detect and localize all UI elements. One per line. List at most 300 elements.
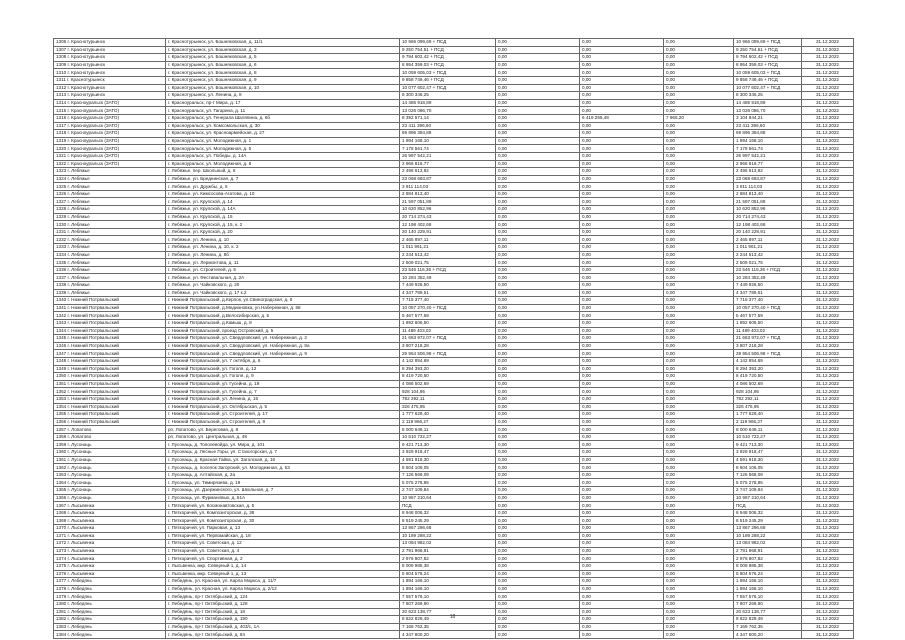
row-number: 1314: [56, 100, 67, 106]
row-deadline: 31.12.2022: [802, 206, 854, 214]
table-row: [54, 160, 854, 168]
row-total-cost: 8 009 985,38: [400, 562, 496, 570]
table-row: [54, 479, 854, 487]
row-federal-funds: 0,00: [496, 373, 580, 381]
row-number: 1340: [56, 297, 67, 303]
row-regional-funds: 0,00: [580, 388, 664, 396]
row-number: 1337: [56, 274, 67, 280]
row-city: г. Лусонаць: [67, 487, 92, 493]
row-number: 1374: [56, 555, 67, 561]
row-local-funds: 0,00: [664, 168, 734, 176]
row-owner-funds: 8 000 649,11: [734, 426, 802, 434]
row-total-cost: 20 140 229,91: [400, 228, 496, 236]
row-address: г. Нижний Потрвальский, д.Медиановка, ул.Набережная, д. 68: [166, 304, 400, 312]
row-number: 1369: [56, 517, 67, 523]
row-city: г. Лебедянь: [67, 616, 92, 622]
row-regional-funds: 0,00: [580, 198, 664, 206]
row-regional-funds: 0,00: [580, 183, 664, 191]
table-row: [54, 418, 854, 426]
row-federal-funds: 0,00: [496, 380, 580, 388]
row-number: 1325: [56, 183, 67, 189]
table-row: [54, 464, 854, 472]
table-row: [54, 282, 854, 290]
row-regional-funds: 0,00: [580, 289, 664, 297]
row-city: г. Нижний Потрвальский: [67, 297, 119, 303]
row-address: г. Лебедянь, ул. Красная, ул. Карла Маркса, д. 11/7: [166, 578, 400, 586]
row-local-funds: 0,00: [664, 373, 734, 381]
row-address: г. Лебяжье, ул. Кимсосова-Агатова, д. 10: [166, 190, 400, 198]
row-number: 1319: [56, 138, 67, 144]
row-number: 1306: [56, 39, 67, 45]
row-local-funds: 0,00: [664, 251, 734, 259]
row-owner-funds: 3 911 114,03: [734, 183, 802, 191]
row-owner-funds: 7 449 926,50: [734, 282, 802, 290]
row-number: 1341: [56, 305, 67, 311]
row-regional-funds: 0,00: [580, 39, 664, 47]
row-federal-funds: 0,00: [496, 228, 580, 236]
row-number: 1363: [56, 472, 67, 478]
row-deadline: 31.12.2022: [802, 228, 854, 236]
row-local-funds: 0,00: [664, 525, 734, 533]
row-number-city: [54, 456, 166, 464]
row-regional-funds: 0,00: [580, 494, 664, 502]
row-deadline: 31.12.2022: [802, 213, 854, 221]
row-regional-funds: 0,00: [580, 395, 664, 403]
row-regional-funds: 0,00: [580, 555, 664, 563]
row-address: г. Лебяжье, ул. Бреднинская, д. 7: [166, 175, 400, 183]
row-address: г. Лусонаць, ул. Дзержинского, ул. Школьная, д. 7: [166, 487, 400, 495]
row-local-funds: 0,00: [664, 441, 734, 449]
row-owner-funds: 10 284 352,49: [734, 274, 802, 282]
row-city: г. Лусонаць: [67, 472, 92, 478]
table-row: [54, 221, 854, 229]
row-number-city: [54, 175, 166, 183]
row-local-funds: 0,00: [664, 335, 734, 343]
row-total-cost: 23 411 396,60: [400, 122, 496, 130]
row-city: г. Лебяжье: [67, 175, 90, 181]
row-total-cost: 10 284 352,49: [400, 274, 496, 282]
row-city: г. Краснотурьинск: [67, 39, 106, 45]
row-number-city: [54, 494, 166, 502]
row-local-funds: 0,00: [664, 206, 734, 214]
row-regional-funds: 0,00: [580, 585, 664, 593]
row-city: г. Лысьвенка: [67, 502, 95, 508]
row-number-city: [54, 388, 166, 396]
row-number: 1370: [56, 525, 67, 531]
row-number-city: [54, 145, 166, 153]
row-city: г. Красноуральск (ЗАТО): [67, 160, 120, 166]
row-number: 1347: [56, 350, 67, 356]
row-federal-funds: 0,00: [496, 593, 580, 601]
table-row: [54, 99, 854, 107]
row-owner-funds: 4 347 789,51: [734, 289, 802, 297]
row-total-cost: 4 142 854,69: [400, 357, 496, 365]
row-total-cost: 928 104,95: [400, 388, 496, 396]
row-regional-funds: 0,00: [580, 213, 664, 221]
row-federal-funds: 0,00: [496, 426, 580, 434]
row-address: г. Нижний Потрвальский, ул. Гоголя, д. 9: [166, 373, 400, 381]
row-owner-funds: ПСД: [734, 502, 802, 510]
row-owner-funds: 11 489 403,02: [734, 327, 802, 335]
row-city: г. Лысьвенка: [67, 548, 95, 554]
row-deadline: 31.12.2022: [802, 509, 854, 517]
table-row: [54, 198, 854, 206]
row-federal-funds: 0,00: [496, 547, 580, 555]
row-total-cost: 1 894 166,10: [400, 578, 496, 586]
row-deadline: 31.12.2022: [802, 39, 854, 47]
row-federal-funds: 0,00: [496, 335, 580, 343]
table-row: [54, 403, 854, 411]
row-local-funds: 0,00: [664, 213, 734, 221]
row-address: г. Красноуральск, ул. Генерала Шаляпина, д. 6б: [166, 114, 400, 122]
table-row: [54, 251, 854, 259]
row-total-cost: 11 489 403,02: [400, 327, 496, 335]
table-row: [54, 114, 854, 122]
row-federal-funds: 0,00: [496, 251, 580, 259]
row-deadline: 31.12.2022: [802, 623, 854, 631]
row-local-funds: 0,00: [664, 282, 734, 290]
row-regional-funds: 0,00: [580, 99, 664, 107]
row-local-funds: 0,00: [664, 471, 734, 479]
row-deadline: 31.12.2022: [802, 327, 854, 335]
row-deadline: 31.12.2022: [802, 532, 854, 540]
row-regional-funds: 0,00: [580, 562, 664, 570]
row-deadline: 31.12.2022: [802, 297, 854, 305]
row-local-funds: 0,00: [664, 76, 734, 84]
row-regional-funds: 0,00: [580, 259, 664, 267]
row-regional-funds: 0,00: [580, 600, 664, 608]
row-number-city: [54, 631, 166, 639]
row-number: 1335: [56, 259, 67, 265]
row-owner-funds: 10 077 602,47 + ПСД: [734, 84, 802, 92]
row-number: 1368: [56, 510, 67, 516]
row-number-city: [54, 365, 166, 373]
row-deadline: 31.12.2022: [802, 464, 854, 472]
row-federal-funds: 0,00: [496, 608, 580, 616]
row-number: 1352: [56, 388, 67, 394]
row-local-funds: 0,00: [664, 289, 734, 297]
row-number-city: [54, 39, 166, 47]
row-address: г. Пяткорачей, ул. Первомайская, д. 18: [166, 532, 400, 540]
row-local-funds: 0,00: [664, 130, 734, 138]
row-address: г. Краснотурьинск, ул. Бошняковская, д. 8: [166, 69, 400, 77]
row-federal-funds: 0,00: [496, 221, 580, 229]
row-federal-funds: 0,00: [496, 244, 580, 252]
row-deadline: 31.12.2022: [802, 471, 854, 479]
row-federal-funds: 0,00: [496, 570, 580, 578]
row-federal-funds: 0,00: [496, 76, 580, 84]
row-number: 1356: [56, 418, 67, 424]
row-local-funds: 0,00: [664, 555, 734, 563]
row-total-cost: 21 663 972,07 + ПСД: [400, 335, 496, 343]
row-city: г. Нижний Потрвальский: [67, 327, 119, 333]
row-federal-funds: 0,00: [496, 487, 580, 495]
row-city: г. Красноуральск (ЗАТО): [67, 145, 120, 151]
row-number-city: [54, 357, 166, 365]
row-number-city: [54, 297, 166, 305]
row-local-funds: 0,00: [664, 464, 734, 472]
row-deadline: 31.12.2022: [802, 593, 854, 601]
table-row: [54, 69, 854, 77]
row-federal-funds: 0,00: [496, 274, 580, 282]
row-total-cost: 2 496 613,82: [400, 168, 496, 176]
row-owner-funds: 7 807 269,90: [734, 600, 802, 608]
row-deadline: 31.12.2022: [802, 578, 854, 586]
row-city: г. Лысьвенка: [67, 532, 95, 538]
row-city: г. Лусонаць: [67, 441, 92, 447]
row-regional-funds: 0,00: [580, 471, 664, 479]
row-number-city: [54, 122, 166, 130]
row-local-funds: 0,00: [664, 502, 734, 510]
row-city: г. Нижний Потрвальский: [67, 418, 119, 424]
row-city: г. Красноуральск (ЗАТО): [67, 138, 120, 144]
table-row: [54, 312, 854, 320]
row-local-funds: 0,00: [664, 456, 734, 464]
row-address: г. Красноуральск, ул. Комсомольская, д. 30: [166, 122, 400, 130]
row-number: 1353: [56, 396, 67, 402]
row-owner-funds: 2 884 813,40: [734, 190, 802, 198]
row-deadline: 31.12.2022: [802, 517, 854, 525]
row-total-cost: 9 250 754,51 + ПСД: [400, 46, 496, 54]
row-address: г. Лебедянь, пр-т Октябрьский, д. 84: [166, 631, 400, 639]
row-number: 1373: [56, 548, 67, 554]
table-row: [54, 441, 854, 449]
row-federal-funds: 0,00: [496, 130, 580, 138]
row-address: г. Краснотурьинск, ул. Бошняковская, д. 10: [166, 84, 400, 92]
table-row: [54, 494, 854, 502]
row-owner-funds: 1 011 961,21: [734, 244, 802, 252]
row-owner-funds: 1 994 168,10: [734, 137, 802, 145]
row-owner-funds: 13 026 086,70: [734, 107, 802, 115]
row-number: 1317: [56, 122, 67, 128]
row-local-funds: 0,00: [664, 54, 734, 62]
row-deadline: 31.12.2022: [802, 244, 854, 252]
row-address: г. Лусонаць, ул. Фурмановых, д. 51А: [166, 494, 400, 502]
row-total-cost: 1 994 168,10: [400, 137, 496, 145]
table-row: [54, 335, 854, 343]
row-address: г. Лебяжье, ул. Дружбы, д. 5: [166, 183, 400, 191]
row-federal-funds: 0,00: [496, 259, 580, 267]
row-number: 1322: [56, 160, 67, 166]
row-city: г. Лебяжье: [67, 183, 90, 189]
row-number: 1382: [56, 616, 67, 622]
row-total-cost: 8 392 571,14: [400, 114, 496, 122]
row-deadline: 31.12.2022: [802, 274, 854, 282]
row-federal-funds: 0,00: [496, 266, 580, 274]
row-local-funds: 0,00: [664, 578, 734, 586]
row-city: г. Лебяжье: [67, 267, 90, 273]
row-owner-funds: 3 929 918,47: [734, 449, 802, 457]
row-number-city: [54, 411, 166, 419]
row-deadline: 31.12.2022: [802, 418, 854, 426]
row-total-cost: 10 077 602,47 + ПСД: [400, 84, 496, 92]
row-total-cost: 2 966 816,77: [400, 160, 496, 168]
row-regional-funds: 0,00: [580, 456, 664, 464]
row-city: г. Краснотурьинск: [67, 84, 106, 90]
table-row: [54, 259, 854, 267]
row-federal-funds: 0,00: [496, 479, 580, 487]
row-local-funds: 0,00: [664, 84, 734, 92]
row-deadline: 31.12.2022: [802, 236, 854, 244]
row-address: г. Нижний Потрвальский, ул. Свердловский, ул. Набережная, д. 2: [166, 335, 400, 343]
row-deadline: 31.12.2022: [802, 107, 854, 115]
row-city: г. Лебяжье: [67, 282, 90, 288]
row-local-funds: 0,00: [664, 160, 734, 168]
row-local-funds: 0,00: [664, 403, 734, 411]
row-number: 1364: [56, 479, 67, 485]
row-federal-funds: 0,00: [496, 46, 580, 54]
row-owner-funds: 10 189 288,22: [734, 532, 802, 540]
table-row: [54, 380, 854, 388]
row-local-funds: 0,00: [664, 228, 734, 236]
row-address: г. Нижний Потрвальский, ул. Строителей, д. 8: [166, 418, 400, 426]
row-number-city: [54, 46, 166, 54]
row-federal-funds: 0,00: [496, 92, 580, 100]
table-row: [54, 502, 854, 510]
row-number: 1310: [56, 69, 67, 75]
row-local-funds: 0,00: [664, 152, 734, 160]
row-local-funds: 0,00: [664, 509, 734, 517]
row-address: г. Краснотурьинск, ул. Ленина, д. 8: [166, 92, 400, 100]
table-row: [54, 547, 854, 555]
row-deadline: 31.12.2022: [802, 441, 854, 449]
row-local-funds: 0,00: [664, 487, 734, 495]
row-deadline: 31.12.2022: [802, 608, 854, 616]
row-total-cost: 2 747 109,84: [400, 487, 496, 495]
row-owner-funds: 9 250 754,51 + ПСД: [734, 46, 802, 54]
row-number: 1326: [56, 191, 67, 197]
row-address: г. Лебедянь, пр-т Октябрьский, д. 128: [166, 600, 400, 608]
row-city: г. Лебяжье: [67, 198, 90, 204]
row-address: рп. Лопатово, ул. Центральная, д. 48: [166, 433, 400, 441]
row-deadline: 31.12.2022: [802, 365, 854, 373]
row-owner-funds: 7 715 377,40: [734, 297, 802, 305]
row-total-cost: 10 620 852,96: [400, 206, 496, 214]
row-number-city: [54, 206, 166, 214]
row-regional-funds: 0,00: [580, 46, 664, 54]
row-city: г. Лысьвенка: [67, 525, 95, 531]
row-number-city: [54, 61, 166, 69]
row-regional-funds: 0,00: [580, 540, 664, 548]
row-number-city: [54, 509, 166, 517]
row-owner-funds: 13 084 982,02: [734, 540, 802, 548]
row-federal-funds: 0,00: [496, 562, 580, 570]
row-local-funds: 0,00: [664, 426, 734, 434]
table-row: [54, 327, 854, 335]
row-federal-funds: 0,00: [496, 540, 580, 548]
row-total-cost: 2 465 897,11: [400, 236, 496, 244]
row-local-funds: 0,00: [664, 92, 734, 100]
row-city: г. Лусонаць: [67, 494, 92, 500]
row-city: г. Лебяжье: [67, 213, 90, 219]
row-number: 1323: [56, 168, 67, 174]
row-regional-funds: 0,00: [580, 319, 664, 327]
row-owner-funds: 2 747 109,84: [734, 487, 802, 495]
row-number-city: [54, 342, 166, 350]
row-federal-funds: 0,00: [496, 600, 580, 608]
row-local-funds: 0,00: [664, 570, 734, 578]
table-row: [54, 388, 854, 396]
row-federal-funds: 0,00: [496, 69, 580, 77]
row-regional-funds: 0,00: [580, 190, 664, 198]
row-number: 1331: [56, 229, 67, 235]
row-owner-funds: 13 867 296,68: [734, 525, 802, 533]
row-local-funds: 0,00: [664, 221, 734, 229]
row-local-funds: 0,00: [664, 46, 734, 54]
table-row: [54, 145, 854, 153]
row-address: г. Пяткорачей, ул. Советская, д. 12: [166, 540, 400, 548]
row-total-cost: 4 347 800,20: [400, 631, 496, 639]
row-deadline: 31.12.2022: [802, 456, 854, 464]
row-address: г. Нижний Потрвальский, ул. Гоголя, д. 12: [166, 365, 400, 373]
row-city: г. Лебяжье: [67, 229, 90, 235]
row-deadline: 31.12.2022: [802, 335, 854, 343]
row-deadline: 31.12.2022: [802, 616, 854, 624]
row-total-cost: 9 421 713,30: [400, 441, 496, 449]
row-local-funds: 0,00: [664, 236, 734, 244]
row-owner-funds: 12 198 402,68: [734, 221, 802, 229]
row-total-cost: 10 510 722,27: [400, 433, 496, 441]
table-row: [54, 449, 854, 457]
row-regional-funds: 0,00: [580, 221, 664, 229]
row-owner-funds: 7 126 568,09: [734, 471, 802, 479]
row-city: г. Нижний Потрвальский: [67, 305, 119, 311]
row-federal-funds: 0,00: [496, 312, 580, 320]
row-regional-funds: 0,00: [580, 593, 664, 601]
table-row: [54, 228, 854, 236]
row-total-cost: 8 822 829,49: [400, 616, 496, 624]
row-total-cost: 13 867 296,68: [400, 525, 496, 533]
row-number-city: [54, 114, 166, 122]
row-regional-funds: 0,00: [580, 502, 664, 510]
row-address: г. Красноуральск, ул. Молодежная, д. 8: [166, 160, 400, 168]
row-city: г. Нижний Потрвальский: [67, 320, 119, 326]
row-total-cost: 7 126 568,09: [400, 471, 496, 479]
row-total-cost: 4 347 789,51: [400, 289, 496, 297]
row-number-city: [54, 380, 166, 388]
row-address: г. Нижний Потрвальский, ул. Строителей, д. 17: [166, 411, 400, 419]
row-deadline: 31.12.2022: [802, 190, 854, 198]
row-regional-funds: 0,00: [580, 479, 664, 487]
row-address: г. Лебяжье, ул. Чайковского, д. 17 к.2: [166, 289, 400, 297]
row-owner-funds: 8 009 985,38: [734, 562, 802, 570]
row-address: г. Нижний Потрвальский, ул. Свердловский, ул. Набережная, д. 8а: [166, 342, 400, 350]
row-number-city: [54, 471, 166, 479]
row-city: г. Краснотурьинск: [67, 62, 106, 68]
row-city: г. Нижний Потрвальский: [67, 411, 119, 417]
table-row: [54, 76, 854, 84]
row-federal-funds: 0,00: [496, 304, 580, 312]
row-city: г. Краснотурьинск: [67, 54, 106, 60]
row-regional-funds: 0,00: [580, 327, 664, 335]
table-row: [54, 266, 854, 274]
row-number-city: [54, 426, 166, 434]
row-owner-funds: 5 804 576,24: [734, 570, 802, 578]
row-local-funds: 0,00: [664, 259, 734, 267]
row-number-city: [54, 487, 166, 495]
row-total-cost: 69 896 394,88: [400, 130, 496, 138]
row-regional-funds: 0,00: [580, 228, 664, 236]
row-number: 1367: [56, 502, 67, 508]
table-row: [54, 456, 854, 464]
row-local-funds: 0,00: [664, 183, 734, 191]
row-deadline: 31.12.2022: [802, 137, 854, 145]
row-local-funds: 0,00: [664, 145, 734, 153]
row-local-funds: 0,00: [664, 532, 734, 540]
row-deadline: 31.12.2022: [802, 395, 854, 403]
row-owner-funds: 20 623 138,77: [734, 608, 802, 616]
row-owner-funds: 4 142 854,69: [734, 357, 802, 365]
